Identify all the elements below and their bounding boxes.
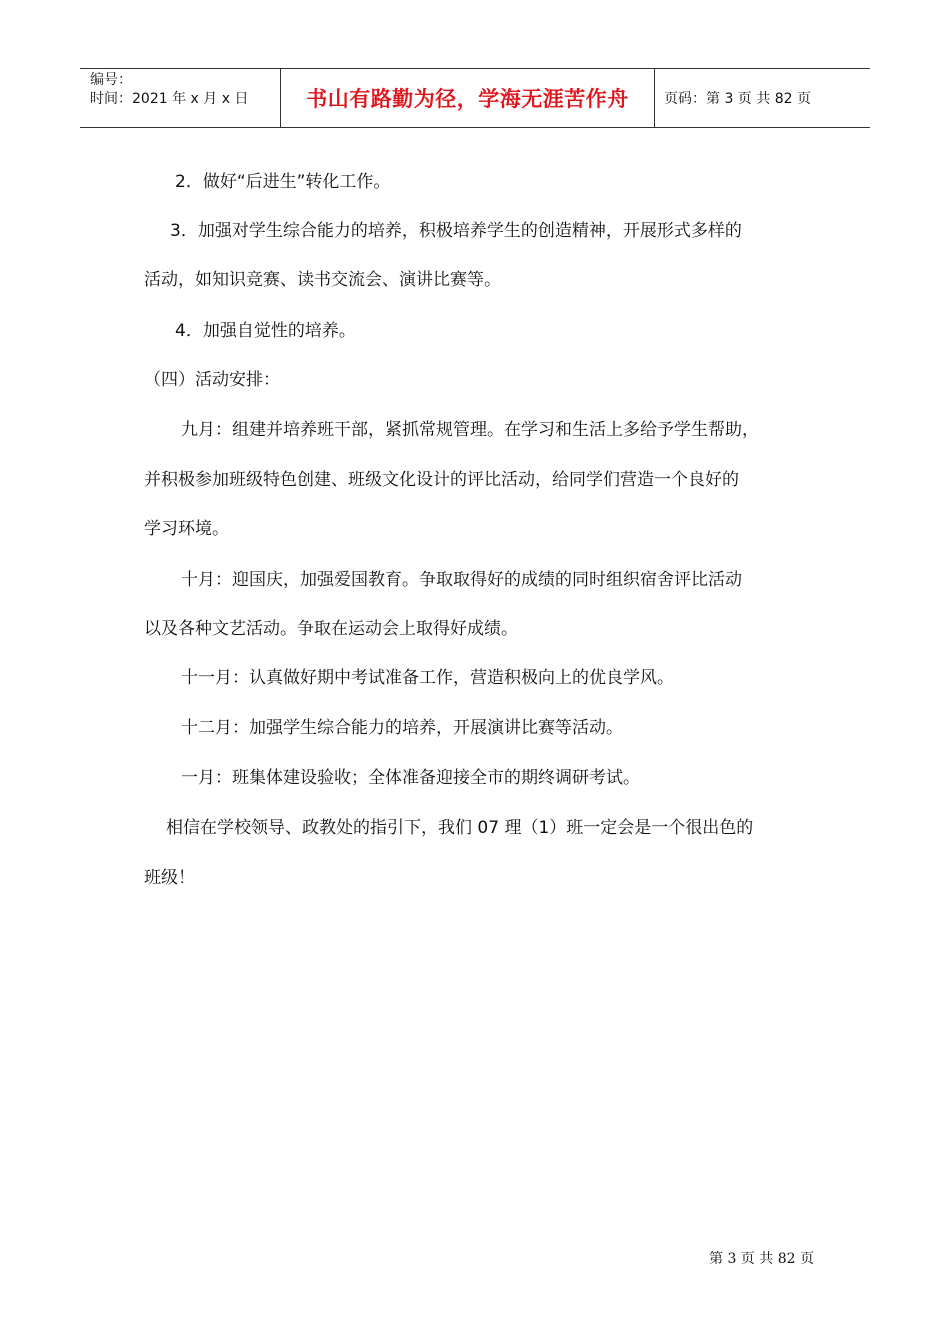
- paragraph-line: 相信在学校领导、政教处的指引下，我们 07 理（1）班一定会是一个很出色的: [166, 818, 754, 838]
- header-page-info: 页码：第 3 页 共 82 页: [664, 91, 811, 107]
- document-time-label: 时间：2021 年 x 月 x 日: [90, 91, 249, 107]
- paragraph-line: 活动，如知识竞赛、读书交流会、演讲比赛等。: [144, 270, 501, 290]
- paragraph-line: 十二月：加强学生综合能力的培养，开展演讲比赛等活动。: [181, 718, 623, 738]
- paragraph-line: 班级！: [144, 868, 195, 888]
- header-page-cell: [655, 69, 870, 127]
- paragraph-line: 3．加强对学生综合能力的培养，积极培养学生的创造精神，开展形式多样的: [170, 221, 742, 241]
- paragraph-line: 九月：组建并培养班干部，紧抓常规管理。在学习和生活上多给予学生帮助，: [181, 420, 759, 440]
- paragraph-line: 并积极参加班级特色创建、班级文化设计的评比活动，给同学们营造一个良好的: [144, 470, 739, 490]
- header-motto-cell: [281, 69, 655, 127]
- document-number-label: 编号：: [90, 72, 132, 88]
- header-motto: 书山有路勤为径，学海无涯苦作舟: [306, 86, 629, 111]
- paragraph-line: 以及各种文艺活动。争取在运动会上取得好成绩。: [144, 619, 518, 639]
- paragraph-line: 十月：迎国庆，加强爱国教育。争取取得好的成绩的同时组织宿舍评比活动: [181, 570, 742, 590]
- paragraph-line: 学习环境。: [144, 519, 229, 539]
- paragraph-line: 一月：班集体建设验收；全体准备迎接全市的期终调研考试。: [181, 768, 640, 788]
- header-meta: [80, 69, 281, 127]
- section-heading: （四）活动安排：: [144, 370, 280, 390]
- paragraph-line: 4．加强自觉性的培养。: [175, 321, 356, 341]
- paragraph-line: 十一月：认真做好期中考试准备工作，营造积极向上的优良学风。: [181, 668, 674, 688]
- paragraph-line: 2．做好“后进生”转化工作。: [175, 172, 391, 192]
- page-header: [80, 68, 870, 128]
- page-footer: 第 3 页 共 82 页: [709, 1251, 814, 1267]
